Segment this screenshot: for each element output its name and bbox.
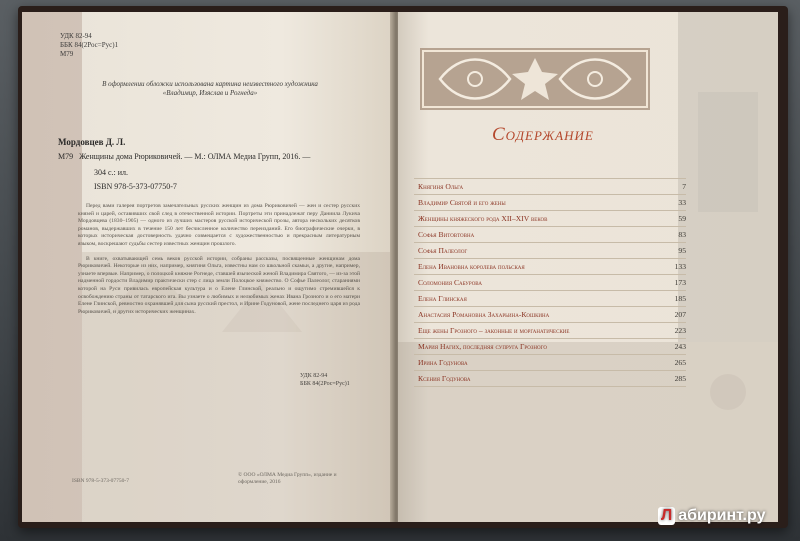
toc-entry: Ксения Годунова 285	[414, 370, 686, 387]
author-name: Мордовцев Д. Л.	[58, 137, 126, 147]
toc-entry: Владимир Святой и его жены 33	[414, 194, 686, 210]
contents-title: Содержание	[492, 124, 594, 145]
site-watermark: Л абиринт.ру	[658, 507, 765, 525]
toc-entry: Елена Ивановна королева польская 133	[414, 258, 686, 274]
isbn: ISBN 978-5-373-07750-7	[94, 182, 177, 191]
bbk-code: ББК 84(2Рос=Рус)1	[60, 41, 119, 49]
toc-entry: Анастасия Романовна Захарьина-Кошкина 207	[414, 306, 686, 322]
cover-note: В оформлении обложки использована картина неизвестного художника «Владимир, Изяслав и Рогнеда»	[102, 80, 318, 97]
ornament-banner	[420, 48, 650, 110]
toc-entry: Ирина Годунова 265	[414, 354, 686, 370]
toc-entry: Княгиня Ольга 7	[414, 178, 686, 194]
toc-entry: Мария Нагих, последняя супруга Грозного 243	[414, 338, 686, 354]
author-mark: М79	[60, 50, 74, 58]
toc-entry: Елена Глинская 185	[414, 290, 686, 306]
copyright: © ООО «ОЛМА Медиа Групп», издание и оформление, 2016	[238, 472, 337, 485]
toc-entry: Софья Палеолог 95	[414, 242, 686, 258]
watermark-logo: Л	[658, 507, 675, 525]
page-count: 304 с.: ил.	[94, 168, 129, 177]
annotation-text: Перед вами галерея портретов замечательных русских женщин из дома Рюриковичей — жен и сестер русских князей и царей, оставивших свой след в отечественной истории. Портреты эти принадлежат перу Даниила Лукича Мордовцева (1830–1905) — одного из лучших мастеров русской исторической прозы, автора нескольких десятков романов, выдержавших в течение 150 лет бесчисленное количество переизданий. Его биографические очерки, в которых историческая достоверность удачно совмещается с художественностью и прекрасным литературным языком, воскрешают судьбы сестер известных женщин прошлого. В книге, охватывающей семь веков русской истории, собраны рассказы, посвященные женщинам дома Рюриковичей. Некоторые из них, например, княгиня Ольга, известны нам со школьной скамьи, а другие, например, узнаете впервые. Например, о полоцкой княжне Рогнеде, ставшей языческой женой Владимира Святого, — из-за этой надменной гордости Владимир практически стер с лица земли Полоцкое княжество. О Софье Палеолог, стараниями которой на Руси привилась европейская культура и о Елене Глинской, реально и ощутимо стремившейся к освобождению страны от татарского ига. Вы узнаете о любимых и нелюбимых женах Ивана Грозного и о его матери Елене Глинской, ревностно охранявшей для сына русский престол, и Ирине Годуновой, жене последнего царя из рода Рюриковичей, и других исторических женщинах.	[78, 203, 360, 315]
udk-block	[60, 32, 118, 59]
udk-code: УДК 82-94	[60, 32, 92, 40]
toc-entry: Софья Витовтовна 83	[414, 226, 686, 242]
toc-entry: Еще жены Грозного – законные и морганатические 223	[414, 322, 686, 338]
udk-bottom: УДК 82-94 ББК 84(2Рос=Рус)1	[300, 373, 350, 387]
toc-entry: Женщины княжеского рода XII–XIV веков 59	[414, 210, 686, 226]
toc-entry: Соломония Сабурова 173	[414, 274, 686, 290]
catalog-line: М79 Женщины дома Рюриковичей. — М.: ОЛМА Медиа Групп, 2016. —	[58, 152, 311, 161]
table-of-contents	[414, 178, 686, 387]
isbn-bottom: ISBN 978-5-373-07750-7	[72, 478, 129, 484]
